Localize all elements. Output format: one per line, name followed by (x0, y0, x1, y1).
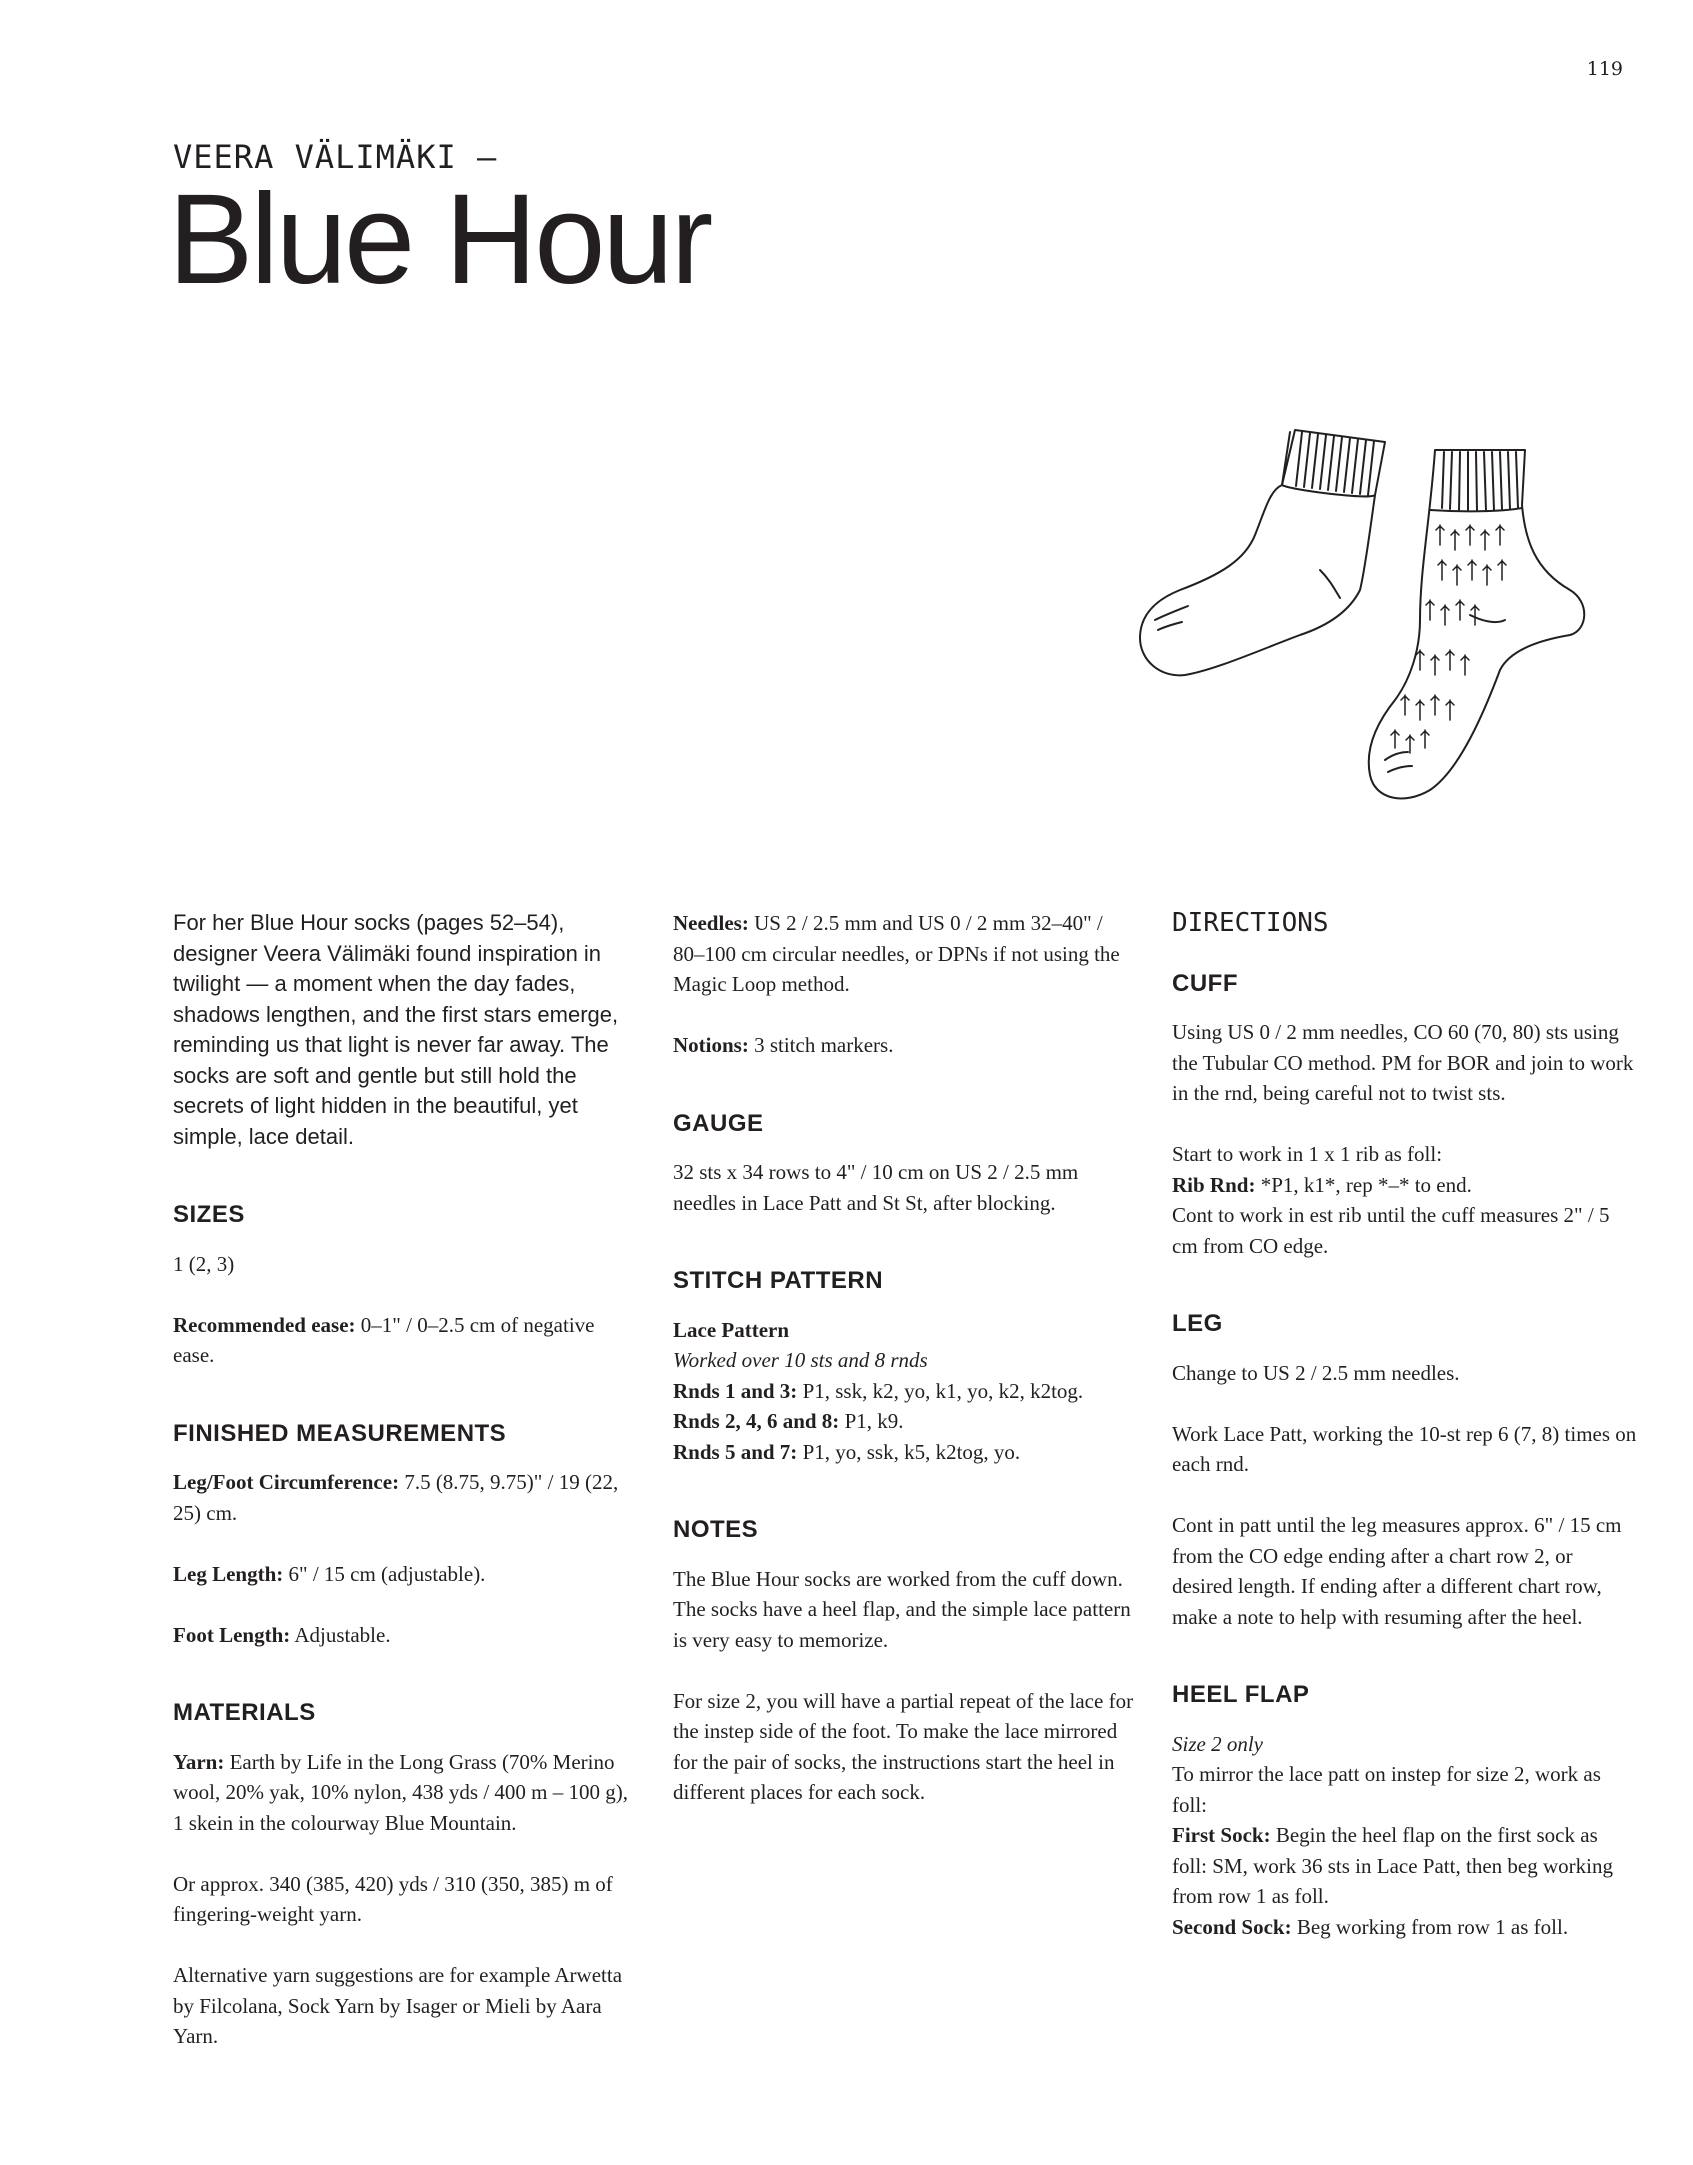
second-sock-paragraph: Second Sock: Beg working from row 1 as foll. (1172, 1914, 1569, 1939)
circumference-label: Leg/Foot Circumference: (173, 1470, 400, 1494)
leg-length-label: Leg Length: (173, 1561, 284, 1586)
ease-value: 0–1" / 0–2.5 cm of negative ease. (173, 1312, 595, 1367)
intro-paragraph: For her Blue Hour socks (pages 52–54), designer Veera Välimäki found inspiration in twilight — a moment when the day fades, shadows lengthen, and the first stars emerge, reminding us that light is never far away. The socks are soft and gentle but still hold the secrets of light hidden in the beautiful, yet simple, lace detail. (173, 910, 619, 1149)
circumference-paragraph (173, 1467, 638, 1528)
left-sock-icon (1140, 430, 1385, 675)
column-right (1172, 908, 1637, 1942)
leg-paragraph-2: Work Lace Patt, working the 10-st rep 6 (7, 8) times on each rnd. (1172, 1421, 1637, 1476)
lace-row: Rnds 2, 4, 6 and 8: P1, k9. (673, 1409, 904, 1433)
first-sock-paragraph: First Sock: Begin the heel flap on the first sock as foll: SM, work 36 sts in Lace Patt, then beg working from row 1 as foll. (1172, 1823, 1613, 1908)
page-title: Blue Hour (168, 168, 711, 311)
sizes-value: 1 (2, 3) (173, 1251, 235, 1276)
socks-line-drawing-icon (1130, 420, 1600, 820)
lace-row: Rnds 1 and 3: P1, ssk, k2, yo, k1, yo, k2, k2tog. (673, 1378, 1084, 1403)
heel-paragraph-1: To mirror the lace patt on instep for size 2, work as foll: (1172, 1762, 1601, 1817)
ease-paragraph (173, 1310, 638, 1371)
needles-paragraph (673, 908, 1138, 1000)
stitch-pattern-heading: STITCH PATTERN (673, 1267, 884, 1294)
cuff-paragraph-2: Start to work in 1 x 1 rib as foll: (1172, 1142, 1443, 1166)
notes-heading: NOTES (673, 1516, 759, 1543)
yarn-approx-paragraph: Or approx. 340 (385, 420) yds / 310 (350, 385) m of fingering-weight yarn. (173, 1871, 613, 1926)
heel-flap-heading: HEEL FLAP (1172, 1681, 1310, 1708)
cuff-heading: CUFF (1172, 969, 1238, 997)
leg-paragraph-1: Change to US 2 / 2.5 mm needles. (1172, 1360, 1460, 1385)
cuff-paragraph-1: Using US 0 / 2 mm needles, CO 60 (70, 80) sts using the Tubular CO method. PM for BOR and join to work in the rnd, being careful not to twist sts. (1172, 1020, 1634, 1105)
ease-label: Recommended ease: (173, 1312, 356, 1337)
notions-label: Notions: (673, 1033, 749, 1057)
leg-heading: LEG (1172, 1310, 1223, 1337)
leg-length-paragraph (173, 1559, 638, 1590)
yarn-value: Earth by Life in the Long Grass (70% Merino wool, 20% yak, 10% nylon, 438 yds / 400 m – 100 g), 1 skein in the colourway Blue Mountain. (173, 1749, 628, 1835)
column-left (173, 908, 638, 2052)
foot-length-label: Foot Length: (173, 1622, 291, 1647)
heel-size-note: Size 2 only (1172, 1731, 1263, 1756)
sizes-heading: SIZES (173, 1201, 245, 1228)
yarn-label: Yarn: (173, 1749, 225, 1774)
notions-paragraph (673, 1030, 1138, 1061)
gauge-value: 32 sts x 34 rows to 4" / 10 cm on US 2 / 2.5 mm needles in Lace Patt and St St, after blocking. (673, 1160, 1079, 1215)
designer-name: VEERA VÄLIMÄKI — (173, 138, 498, 176)
notes-paragraph-2: For size 2, you will have a partial repeat of the lace for the instep side of the foot. To make the lace mirrored for the pair of socks, the instructions start the heel in different places for each sock. (673, 1688, 1134, 1804)
rib-round: Rib Rnd: *P1, k1*, rep *–* to end. (1172, 1172, 1472, 1197)
notions-value: 3 stitch markers. (748, 1033, 894, 1057)
page-number: 119 (1586, 58, 1623, 80)
foot-length-paragraph (173, 1620, 638, 1651)
directions-heading: DIRECTIONS (1172, 908, 1329, 938)
gauge-heading: GAUGE (673, 1109, 764, 1137)
column-middle (673, 908, 1138, 1808)
yarn-alternatives-paragraph: Alternative yarn suggestions are for example Arwetta by Filcolana, Sock Yarn by Isager or Mieli by Aara Yarn. (173, 1963, 623, 2048)
circumference-value: 7.5 (8.75, 9.75)" / 19 (22, 25) cm. (173, 1470, 619, 1525)
leg-length-value: 6" / 15 cm (adjustable). (283, 1561, 486, 1586)
cuff-paragraph-3: Cont to work in est rib until the cuff measures 2" / 5 cm from CO edge. (1172, 1203, 1610, 1258)
needles-value: US 2 / 2.5 mm and US 0 / 2 mm 32–40" / 80–100 cm circular needles, or DPNs if not using the Magic Loop method. (673, 911, 1120, 996)
lace-pattern-note: Worked over 10 sts and 8 rnds (673, 1348, 928, 1372)
yarn-paragraph (173, 1747, 638, 1839)
needles-label: Needles: (673, 911, 749, 935)
foot-length-value: Adjustable. (290, 1622, 391, 1647)
lace-row: Rnds 5 and 7: P1, yo, ssk, k5, k2tog, yo. (673, 1439, 1021, 1464)
right-sock-icon (1369, 450, 1585, 798)
notes-paragraph-1: The Blue Hour socks are worked from the cuff down. The socks have a heel flap, and the simple lace pattern is very easy to memorize. (673, 1566, 1131, 1652)
finished-measurements-heading: FINISHED MEASUREMENTS (173, 1419, 507, 1447)
lace-pattern-name: Lace Pattern (673, 1317, 790, 1342)
materials-heading: MATERIALS (173, 1699, 316, 1726)
leg-paragraph-3: Cont in patt until the leg measures approx. 6" / 15 cm from the CO edge ending after a chart row 2, or desired length. If ending after a different chart row, make a note to help with resuming after the heel. (1172, 1513, 1622, 1629)
